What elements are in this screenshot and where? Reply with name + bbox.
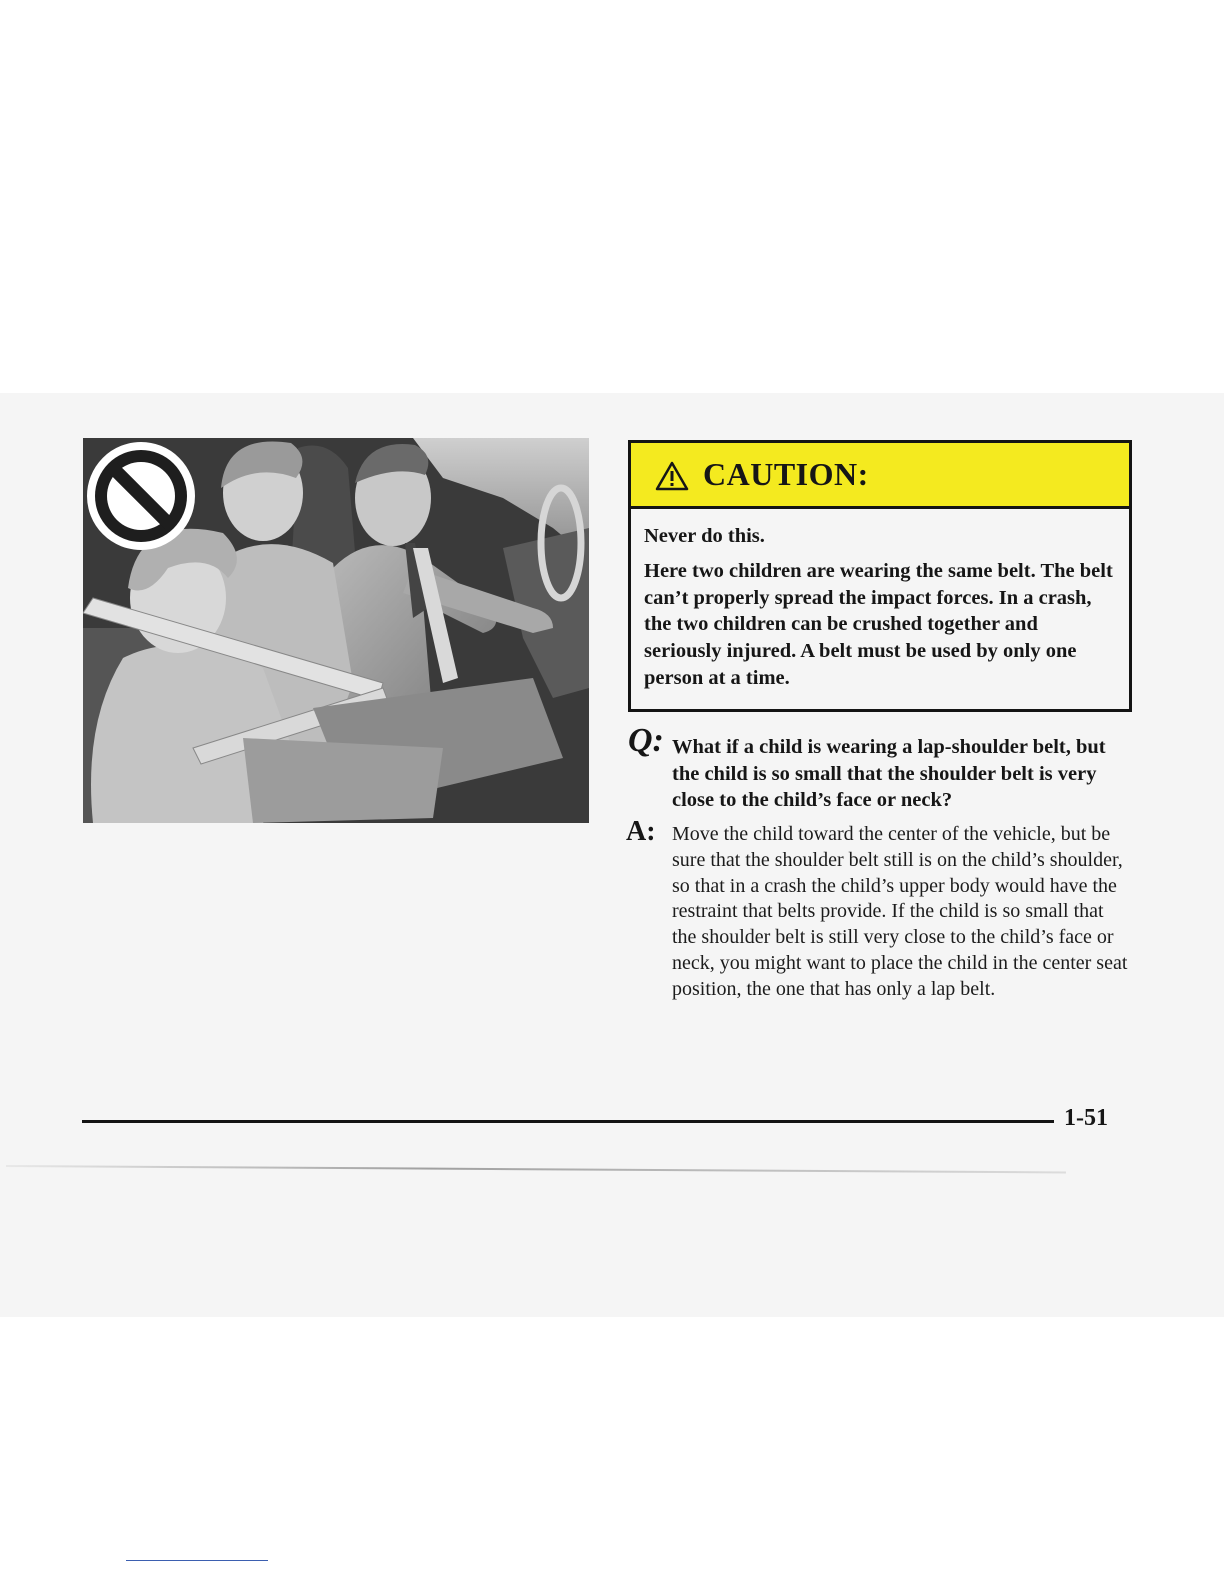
caution-title: CAUTION: [703,456,869,492]
footer-rule [82,1120,1054,1123]
question-marker: Q: [628,722,664,759]
illustration-drawing [83,438,589,823]
caution-body [644,523,1114,700]
caution-paragraph: Never do this. [644,525,765,547]
answer-marker: A: [626,816,656,847]
caution-paragraph: Here two children are wearing the same belt. The belt can’t properly spread the impact forces. In a crash, the two children can be crushed together and seriously injured. A belt must be used by only one person at a time. [644,559,1113,689]
two-children-one-belt-illustration [83,438,589,823]
warning-triangle-icon [655,461,689,491]
prohibition-icon [88,443,194,549]
caution-header [631,443,1129,509]
answer-text: Move the child toward the center of the vehicle, but be sure that the shoulder belt still is on the child’s shoulder, so that in a crash the child’s upper body would have the restraint that belts provide. If the child is so small that the shoulder belt is still very close to the child’s face or neck, you might want to place the child in the center seat position, the one that has only a lap belt. [672,823,1128,1000]
underline-mark [126,1560,268,1561]
page-number: 1-51 [1064,1105,1108,1131]
question-text: What if a child is wearing a lap-shoulder belt, but the child is so small that the shoulder belt is very close to the child’s face or neck? [672,736,1106,811]
caution-box [628,440,1132,712]
